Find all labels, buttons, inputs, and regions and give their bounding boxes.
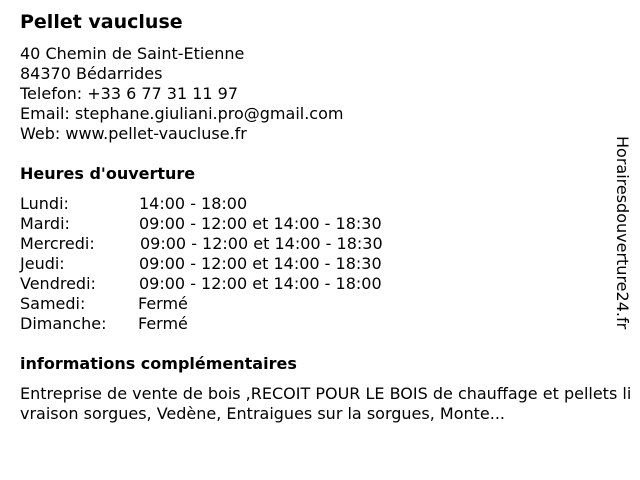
day-label: Vendredi: [20,274,96,293]
day-hours: 14:00 - 18:00 [139,194,248,213]
day-hours: Fermé [138,294,188,313]
address-line-city: 84370 Bédarrides [20,64,163,83]
additional-info-heading: informations complémentaires [20,354,297,373]
day-hours: Fermé [138,314,188,333]
day-label: Dimanche: [20,314,107,333]
day-label: Lundi: [20,194,69,213]
phone-line: Telefon: +33 6 77 31 11 97 [20,84,239,103]
hours-row-saturday [20,294,440,314]
opening-hours-heading: Heures d'ouverture [20,164,196,183]
hours-row-monday [20,194,440,214]
day-label: Jeudi: [20,254,65,273]
hours-row-thursday [20,254,440,274]
address-line-street: 40 Chemin de Saint-Etienne [20,44,245,63]
business-name: Pellet vaucluse [20,11,183,33]
email-line: Email: stephane.giuliani.pro@gmail.com [20,104,344,123]
day-label: Mercredi: [20,234,95,253]
opening-hours-table [20,194,440,334]
hours-row-friday [20,274,440,294]
day-hours: 09:00 - 12:00 et 14:00 - 18:30 [140,234,383,253]
day-label: Samedi: [20,294,86,313]
contact-block [20,44,343,144]
hours-row-sunday [20,314,440,334]
day-hours: 09:00 - 12:00 et 14:00 - 18:30 [139,254,382,273]
web-line: Web: www.pellet-vaucluse.fr [20,124,247,143]
day-hours: 09:00 - 12:00 et 14:00 - 18:30 [139,214,382,233]
additional-info-text: Entreprise de vente de bois ,RECOIT POUR LE BOIS de chauffage et pellets livraison sorgues, Vedène, Entraigues sur la sorgues, Monte... [20,384,632,423]
hours-row-wednesday [20,234,440,254]
site-watermark: Horairesdouverture24.fr [613,136,632,330]
day-hours: 09:00 - 12:00 et 14:00 - 18:00 [139,274,382,293]
day-label: Mardi: [20,214,70,233]
hours-row-tuesday [20,214,440,234]
